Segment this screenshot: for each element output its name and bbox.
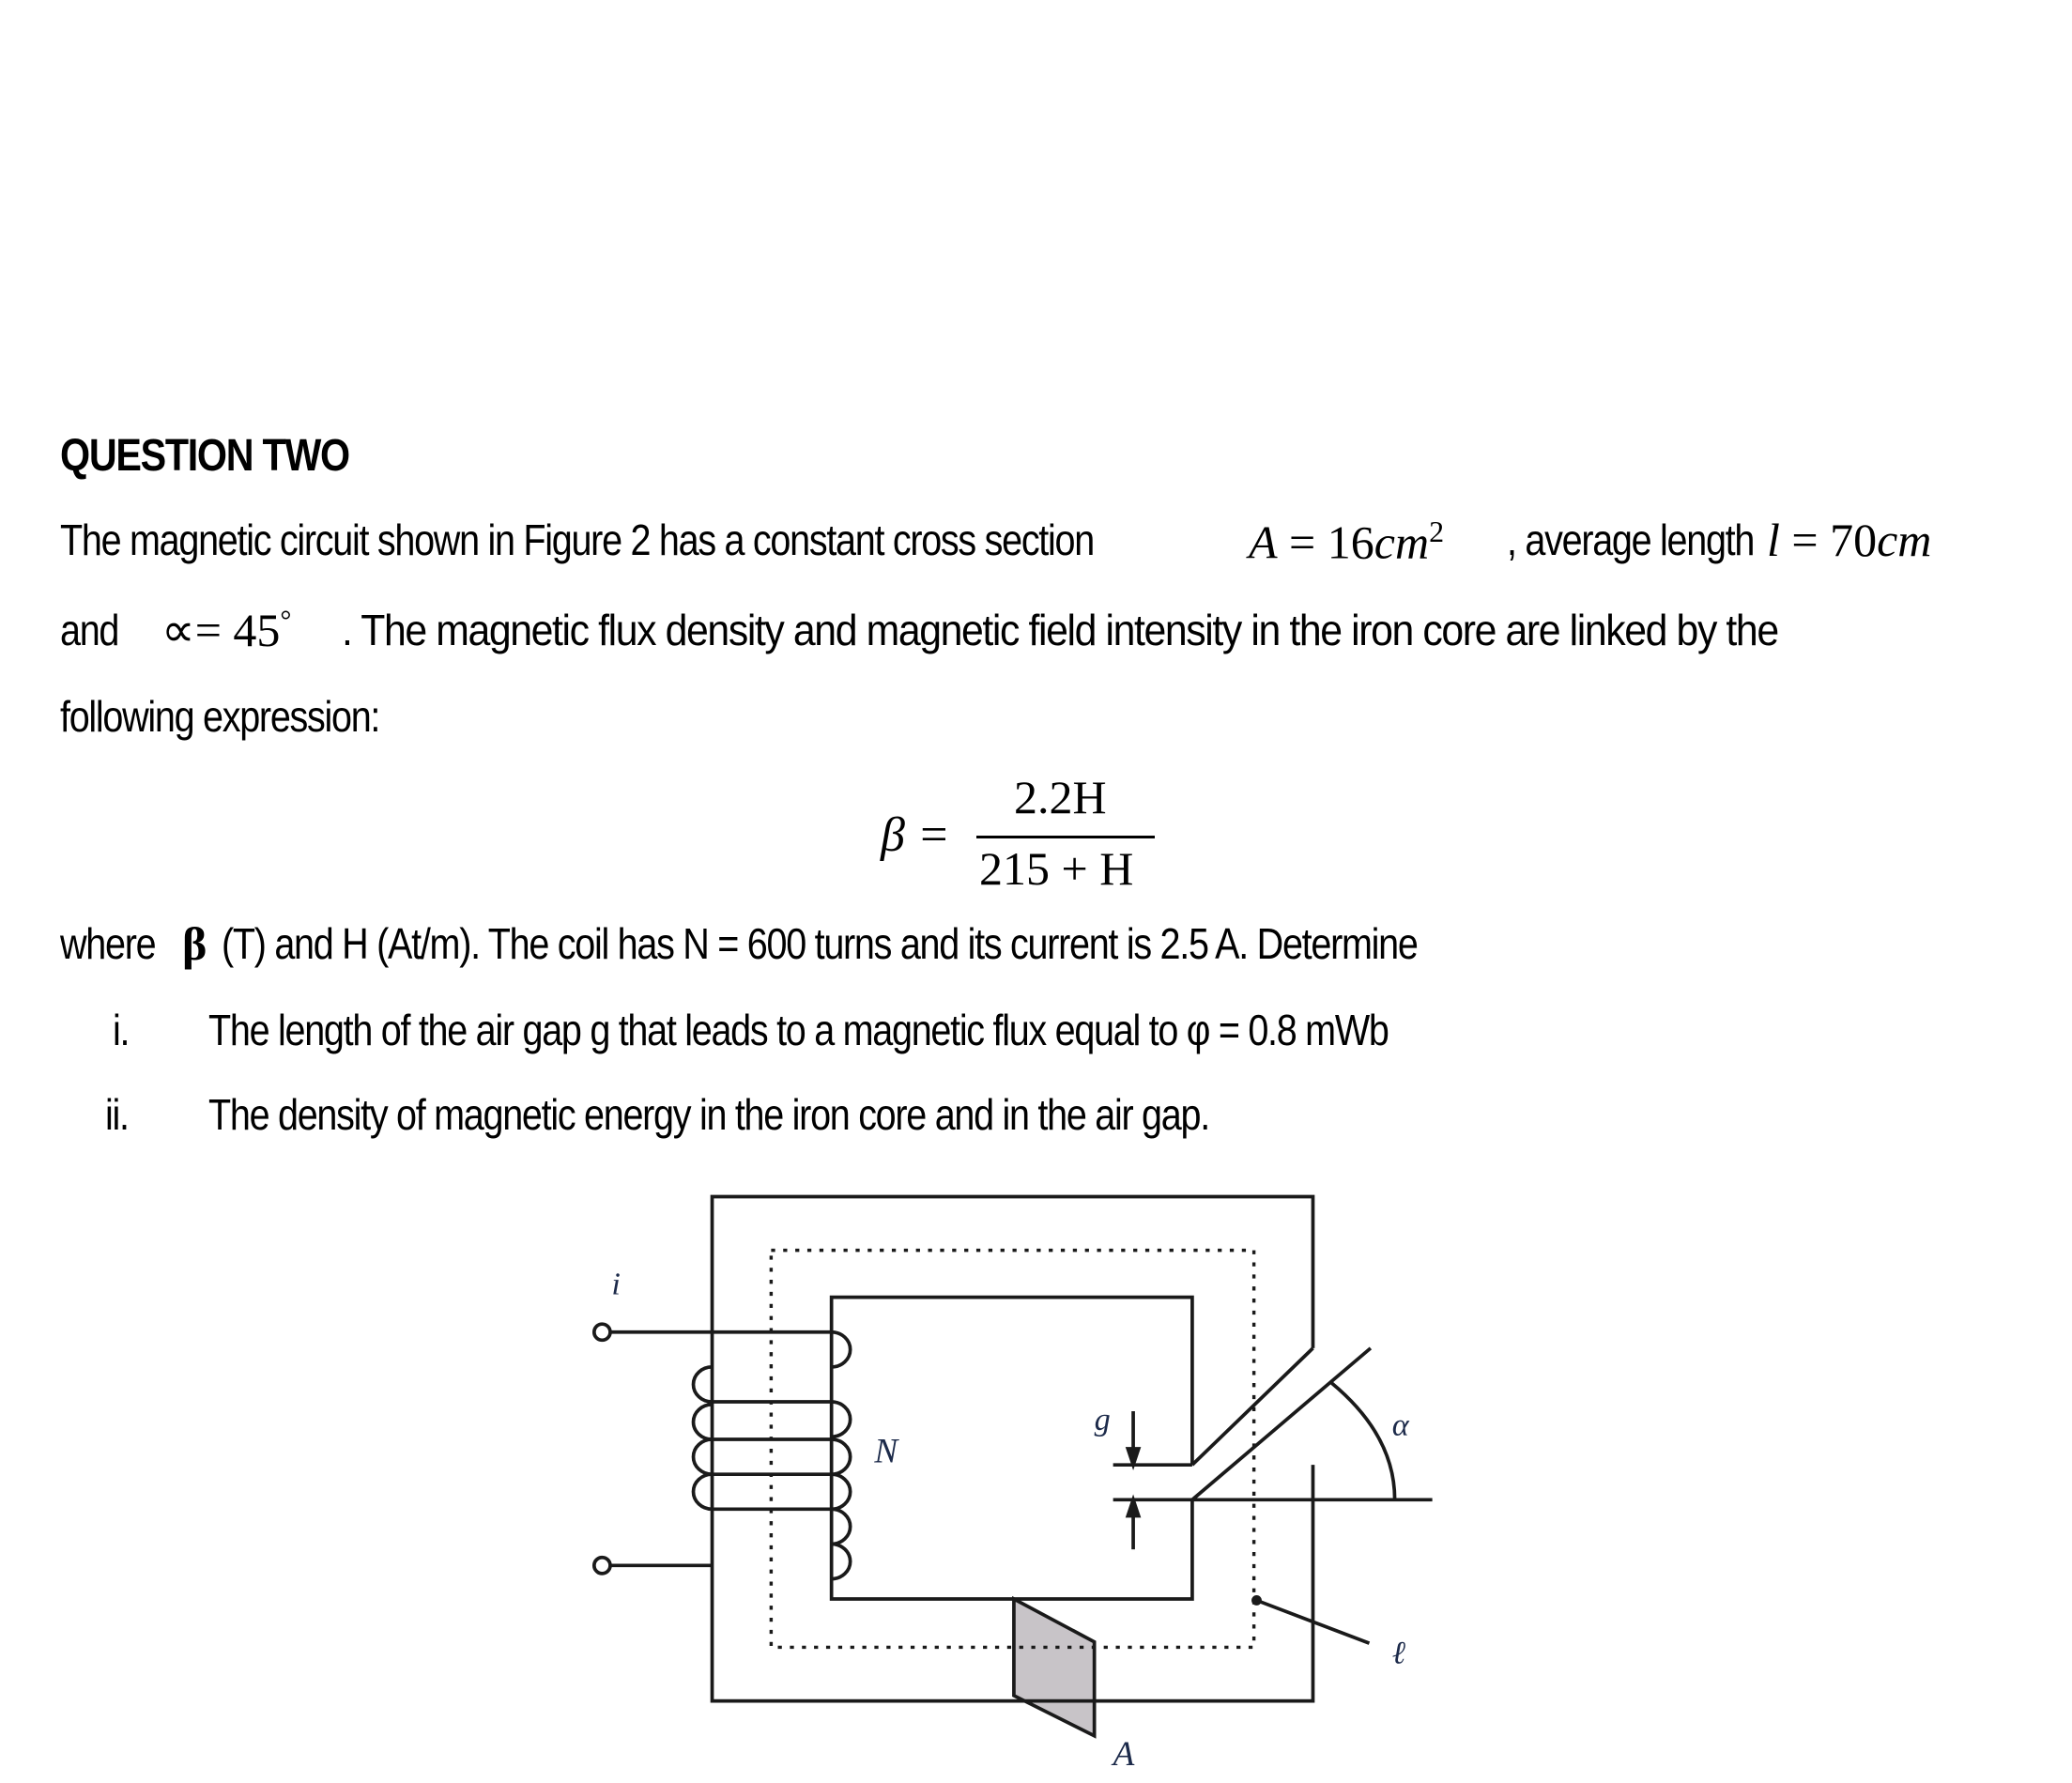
formula-lhs-text: β = <box>881 808 950 862</box>
coil-loop <box>694 1405 713 1439</box>
arrowhead-down-icon <box>1128 1449 1138 1465</box>
pointer-dot <box>1253 1597 1260 1604</box>
where-text: where <box>60 919 156 968</box>
current-label: i <box>611 1266 621 1302</box>
mean-path-dotted <box>771 1251 1253 1648</box>
text: The magnetic circuit shown in Figure 2 has a constant cross section <box>60 515 1094 564</box>
degree-symbol: ° <box>280 605 292 637</box>
area-exponent: 2 <box>1429 515 1445 548</box>
area-unit: cm <box>1374 515 1430 569</box>
area-label: A <box>1113 1735 1135 1775</box>
length-unit: cm <box>1877 514 1932 566</box>
beta-symbol: β <box>182 917 207 970</box>
coil-loop <box>832 1439 851 1474</box>
question-marker-i: i. <box>113 1006 130 1054</box>
terminal-top <box>594 1324 610 1340</box>
coil-loop <box>832 1509 851 1544</box>
paragraph-line-2-and: and <box>60 606 119 654</box>
alpha-symbol: ∝ <box>161 604 195 656</box>
coil-loop <box>832 1474 851 1509</box>
formula-denominator: 215 + H <box>979 842 1134 895</box>
gap-lower-edge <box>1192 1348 1371 1499</box>
angle-arc <box>1331 1383 1394 1499</box>
length-eq: = 70 <box>1779 514 1878 566</box>
question-marker-ii: ii. <box>105 1090 129 1139</box>
length-var: l <box>1767 514 1780 566</box>
angle-label: α <box>1391 1406 1409 1443</box>
question-heading: QUESTION TWO <box>60 431 349 481</box>
question-text-i: The length of the air gap g that leads to a magnetic flux equal to φ = 0.8 mWb <box>208 1006 1389 1054</box>
gap-label: g <box>1094 1402 1111 1438</box>
paragraph-line-1-mid: , average length <box>1507 515 1755 564</box>
paragraph-line-3: following expression: <box>60 692 380 741</box>
coil-loop <box>832 1402 851 1437</box>
formula-numerator: 2.2H <box>1014 771 1107 823</box>
area-var: A <box>1249 515 1278 569</box>
area-eq: = 16 <box>1277 515 1374 569</box>
cross-section-area <box>1014 1599 1095 1736</box>
coil-loop <box>694 1367 713 1402</box>
coil-loop <box>832 1332 851 1367</box>
length-label: ℓ <box>1391 1635 1406 1671</box>
terminal-bottom <box>594 1558 610 1574</box>
turns-label: N <box>874 1432 898 1471</box>
question-text-ii: The density of magnetic energy in the iron core and in the air gap. <box>208 1090 1209 1139</box>
alpha-eq: = 45 <box>194 604 281 656</box>
arrowhead-up-icon <box>1128 1499 1138 1515</box>
coil-loop <box>694 1474 713 1509</box>
paragraph-line-2-rest: . The magnetic flux density and magnetic field intensity in the iron core are linked by the <box>342 606 1778 654</box>
coil-loop <box>694 1439 713 1474</box>
where-line-rest: (T) and H (At/m). The coil has N = 600 turns and its current is 2.5 A. Determine <box>222 919 1418 968</box>
coil-loop <box>832 1544 851 1578</box>
